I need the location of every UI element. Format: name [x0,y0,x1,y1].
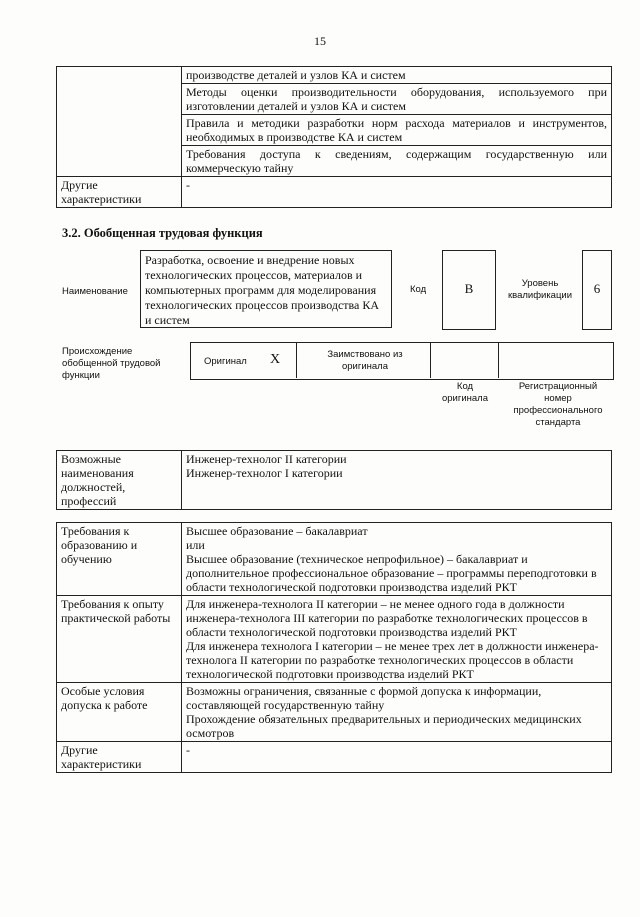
origin-divider [430,342,431,378]
requirement-label: Требования к опыту практической работы [57,596,182,683]
table-row [57,451,612,510]
table-cell-value: производстве деталей и узлов КА и систем [182,67,612,84]
table-row [57,742,612,773]
function-name-box [140,250,392,328]
table-cell-value: - [182,177,612,208]
table-row [57,67,612,84]
requirement-value [182,683,612,742]
level-box [582,250,612,330]
requirement-line: Высшее образование (техническое непрофильное) – бакалавриат и дополнительное профессиональное образование – программы переподготовки в области технологической подготовки производства изделий РКТ [186,552,597,594]
requirement-line: Для инженера технолога I категории – не менее трех лет в должности инженера-технолога II категории по разработке технологических процессов в области технологической подготовки производства изделий РКТ [186,639,599,681]
section-title: 3.2. Обобщенная трудовая функция [62,226,263,240]
position-item: Инженер-технолог II категории [186,452,347,466]
name-label: Наименование [62,286,128,297]
table-row [57,177,612,208]
code-original-label: Код оригинала [441,381,488,404]
positions-label: Возможные наименования должностей, профессий [57,451,182,510]
origin-divider [498,342,499,378]
requirement-value [182,523,612,596]
positions-table [56,450,612,510]
table-row [57,683,612,742]
table-cell-value: Требования доступа к сведениям, содержащим государственную или коммерческую тайну [182,146,612,177]
table-cell-label [57,67,182,177]
origin-label: Происхождение обобщенной трудовой функции [62,346,161,381]
requirement-value [182,742,612,773]
table-cell-label: Другие характеристики [57,177,182,208]
requirement-line: Высшее образование – бакалавриат [186,524,368,538]
code-box [442,250,496,330]
position-item: Инженер-технолог I категории [186,466,343,480]
origin-divider [296,342,297,378]
requirement-value [182,596,612,683]
requirement-line: Возможны ограничения, связанные с формой допуска к информации, составляющей государственную тайну [186,684,542,712]
code-value: В [464,281,474,296]
requirement-label: Требования к образованию и обучению [57,523,182,596]
level-label: Уровень квалификации [507,278,573,301]
table-row [57,596,612,683]
original-mark: X [270,352,281,367]
requirement-line: или [186,538,205,552]
requirement-label: Другие характеристики [57,742,182,773]
table-cell-value: Правила и методики разработки норм расхода материалов и инструментов, необходимых в производстве КА и систем [182,115,612,146]
borrowed-label: Заимствовано из оригинала [327,349,403,372]
reg-number-label: Регистрационный номер профессионального стандарта [513,381,603,428]
page-number: 15 [314,34,326,48]
level-value: 6 [593,281,601,296]
code-label: Код [410,284,427,295]
requirements-table [56,522,612,773]
function-name-value: Разработка, освоение и внедрение новых технологических процессов, материалов и компьютерных программ для моделирования технологических процессов производства КА и систем [145,253,380,327]
requirement-label: Особые условия допуска к работе [57,683,182,742]
knowledge-table [56,66,612,208]
original-label: Оригинал [204,356,247,367]
requirement-line: - [186,743,190,757]
table-row [57,523,612,596]
requirement-line: Для инженера-технолога II категории – не менее одного года в должности инженера-технолога III категории по разработке технологических процессов в области технологической подготовки производства изделий РКТ [186,597,588,639]
requirement-line: Прохождение обязательных предварительных и периодических медицинских осмотров [186,712,582,740]
positions-values [182,451,612,510]
table-cell-value: Методы оценки производительности оборудования, используемого при изготовлении деталей и узлов КА и систем [182,84,612,115]
